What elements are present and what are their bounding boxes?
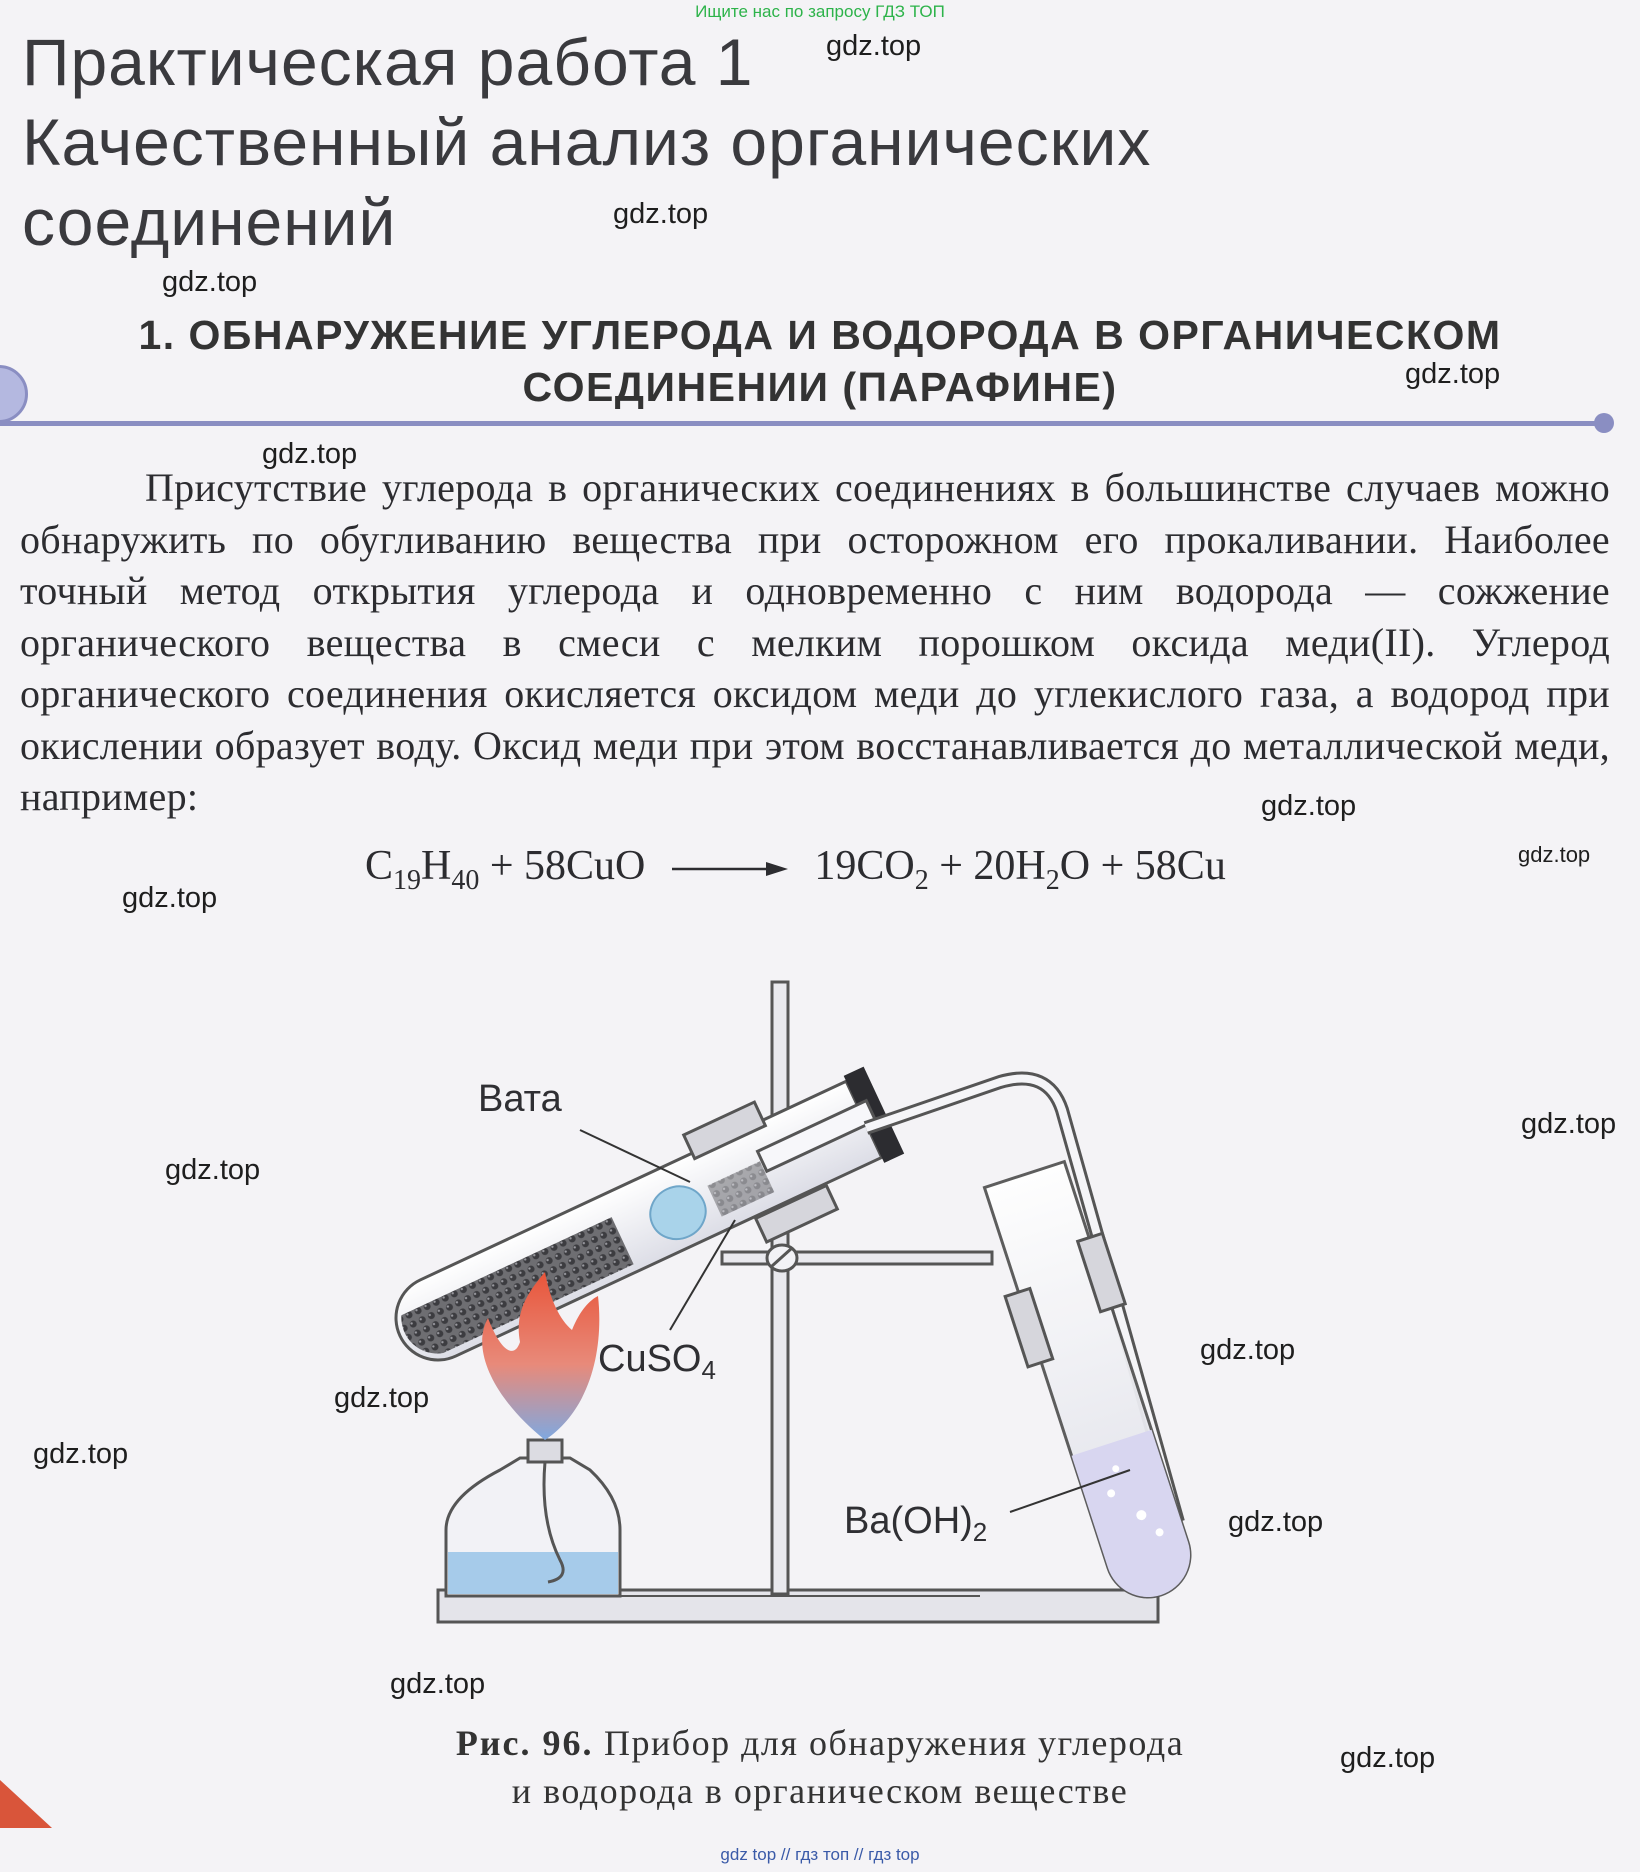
eq-reagent: + 58CuO	[489, 843, 646, 889]
watermark: gdz.top	[1340, 1742, 1436, 1774]
watermark: gdz.top	[262, 438, 358, 470]
eq-sub: 2	[1045, 865, 1060, 896]
footer-links[interactable]: gdz top // гдз топ // гдз top	[720, 1845, 920, 1864]
watermark: gdz.top	[826, 30, 922, 62]
body-paragraph-text: Присутствие углерода в органических соединениях в большинстве случаев можно обнаружить по обугливанию вещества при осторожном его прокаливании. Наиболее точный метод открытия углерода и одновременно с ним водорода — сожжение органического вещества в смеси с мелким порошком оксида меди(II). Углерод органического соединения окисляется оксидом меди до углекислого газа, а водород при окислении образует воду. Оксид меди при этом восстанавливается до металлической меди, например:	[20, 465, 1610, 819]
eq-hydrogen: H	[421, 843, 452, 889]
caption-text-1: Прибор для обнаружения углерода	[604, 1723, 1185, 1763]
watermark: gdz.top	[165, 1154, 261, 1186]
watermark: gdz.top	[33, 1438, 129, 1470]
watermark: gdz.top	[1228, 1506, 1324, 1538]
label-baoh2-text: Ba(OH)	[844, 1500, 973, 1542]
caption-fig-number: Рис. 96.	[455, 1723, 594, 1763]
watermark: gdz.top	[1200, 1334, 1296, 1366]
section-title-line-1: 1. ОБНАРУЖЕНИЕ УГЛЕРОДА И ВОДОРОДА В ОРГАНИЧЕСКОМ	[138, 312, 1502, 358]
watermark: gdz.top	[1261, 790, 1357, 822]
heading-line-2: Качественный анализ органических	[22, 105, 1152, 179]
heading-line-3: соединений	[22, 185, 397, 259]
apparatus-illustration	[0, 970, 1640, 1690]
watermark: gdz.top	[162, 266, 258, 298]
eq-product-water: + 20H	[939, 843, 1046, 889]
figure-caption-line-2: и водорода в органическом веществе	[511, 1771, 1129, 1811]
stand-rod	[772, 982, 788, 1594]
label-cuso4	[598, 1338, 716, 1386]
watermark: gdz.top	[122, 882, 218, 914]
chemical-equation	[365, 842, 1226, 897]
apparatus-figure	[0, 970, 1640, 1695]
watermark: gdz.top	[1405, 358, 1501, 390]
section-title-line-2: СОЕДИНЕНИИ (ПАРАФИНЕ)	[522, 364, 1118, 410]
label-baoh2	[844, 1500, 987, 1548]
eq-product-cu: O + 58Cu	[1059, 843, 1226, 889]
page-corner-accent	[0, 1780, 52, 1828]
label-cuso4-text: CuSO	[598, 1338, 702, 1380]
watermark: gdz.top	[1518, 842, 1591, 867]
eq-product-co2: 19CO	[814, 843, 915, 889]
eq-sub: 19	[393, 865, 422, 896]
eq-carbon: C	[365, 843, 394, 889]
watermark: gdz.top	[334, 1382, 430, 1414]
watermark: gdz.top	[1521, 1108, 1617, 1140]
watermark: gdz.top	[390, 1668, 486, 1700]
label-baoh2-sub: 2	[972, 1517, 988, 1547]
reaction-arrow-icon	[670, 859, 790, 879]
eq-sub: 40	[451, 865, 480, 896]
heading-line-1: Практическая работа 1	[22, 25, 754, 99]
watermark: gdz.top	[613, 198, 709, 230]
top-banner[interactable]: Ищите нас по запросу ГДЗ ТОП	[695, 2, 945, 21]
section-rule	[0, 421, 1605, 426]
label-cuso4-sub: 4	[701, 1355, 716, 1385]
label-cotton: Вата	[478, 1078, 562, 1120]
rule-end-dot	[1594, 413, 1614, 433]
body-paragraph	[20, 462, 1610, 823]
eq-sub: 2	[914, 865, 929, 896]
